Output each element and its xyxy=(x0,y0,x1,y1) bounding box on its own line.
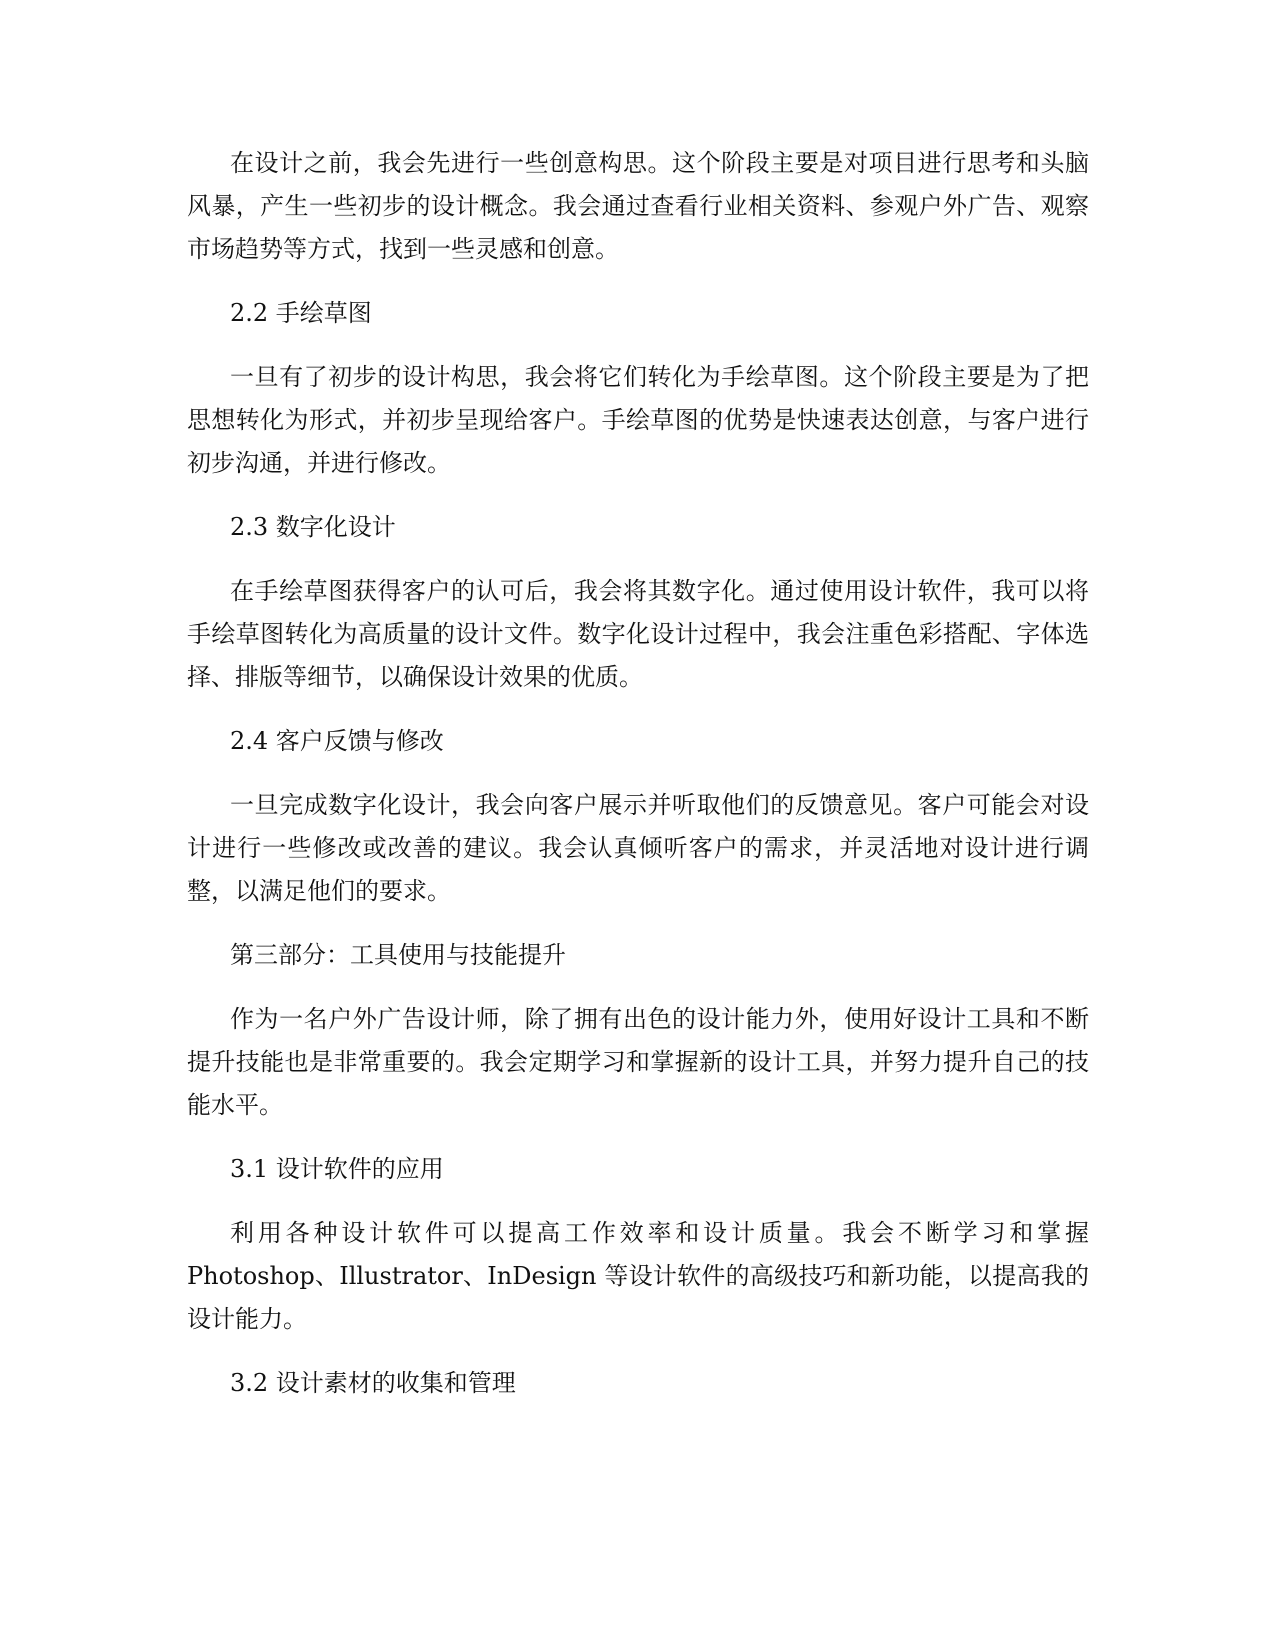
section-heading-2-4: 2.4 客户反馈与修改 xyxy=(230,727,444,755)
paragraph-hand-sketch: 一旦有了初步的设计构思，我会将它们转化为手绘草图。这个阶段主要是为了把思想转化为形式，并初步呈现给客户。手绘草图的优势是快速表达创意，与客户进行初步沟通，并进行修改。 xyxy=(187,363,1089,477)
paragraph-digital-design: 在手绘草图获得客户的认可后，我会将其数字化。通过使用设计软件，我可以将手绘草图转化为高质量的设计文件。数字化设计过程中，我会注重色彩搭配、字体选择、排版等细节，以确保设计效果的优质。 xyxy=(187,577,1089,691)
section-heading-2-2: 2.2 手绘草图 xyxy=(230,299,372,327)
paragraph-design-software: 利用各种设计软件可以提高工作效率和设计质量。我会不断学习和掌握 Photoshop、Illustrator、InDesign 等设计软件的高级技巧和新功能，以提高我的设计能力。 xyxy=(187,1219,1089,1333)
paragraph-creative-ideation: 在设计之前，我会先进行一些创意构思。这个阶段主要是对项目进行思考和头脑风暴，产生一些初步的设计概念。我会通过查看行业相关资料、参观户外广告、观察市场趋势等方式，找到一些灵感和创意。 xyxy=(187,149,1089,263)
document-body xyxy=(187,142,1089,1426)
section-heading-2-3: 2.3 数字化设计 xyxy=(230,513,396,541)
paragraph-client-feedback: 一旦完成数字化设计，我会向客户展示并听取他们的反馈意见。客户可能会对设计进行一些修改或改善的建议。我会认真倾听客户的需求，并灵活地对设计进行调整，以满足他们的要求。 xyxy=(187,791,1089,905)
section-heading-3-1: 3.1 设计软件的应用 xyxy=(230,1155,444,1183)
section-heading-part-3: 第三部分：工具使用与技能提升 xyxy=(230,941,566,969)
paragraph-tools-skills: 作为一名户外广告设计师，除了拥有出色的设计能力外，使用好设计工具和不断提升技能也是非常重要的。我会定期学习和掌握新的设计工具，并努力提升自己的技能水平。 xyxy=(187,1005,1089,1119)
section-heading-3-2: 3.2 设计素材的收集和管理 xyxy=(230,1369,516,1397)
